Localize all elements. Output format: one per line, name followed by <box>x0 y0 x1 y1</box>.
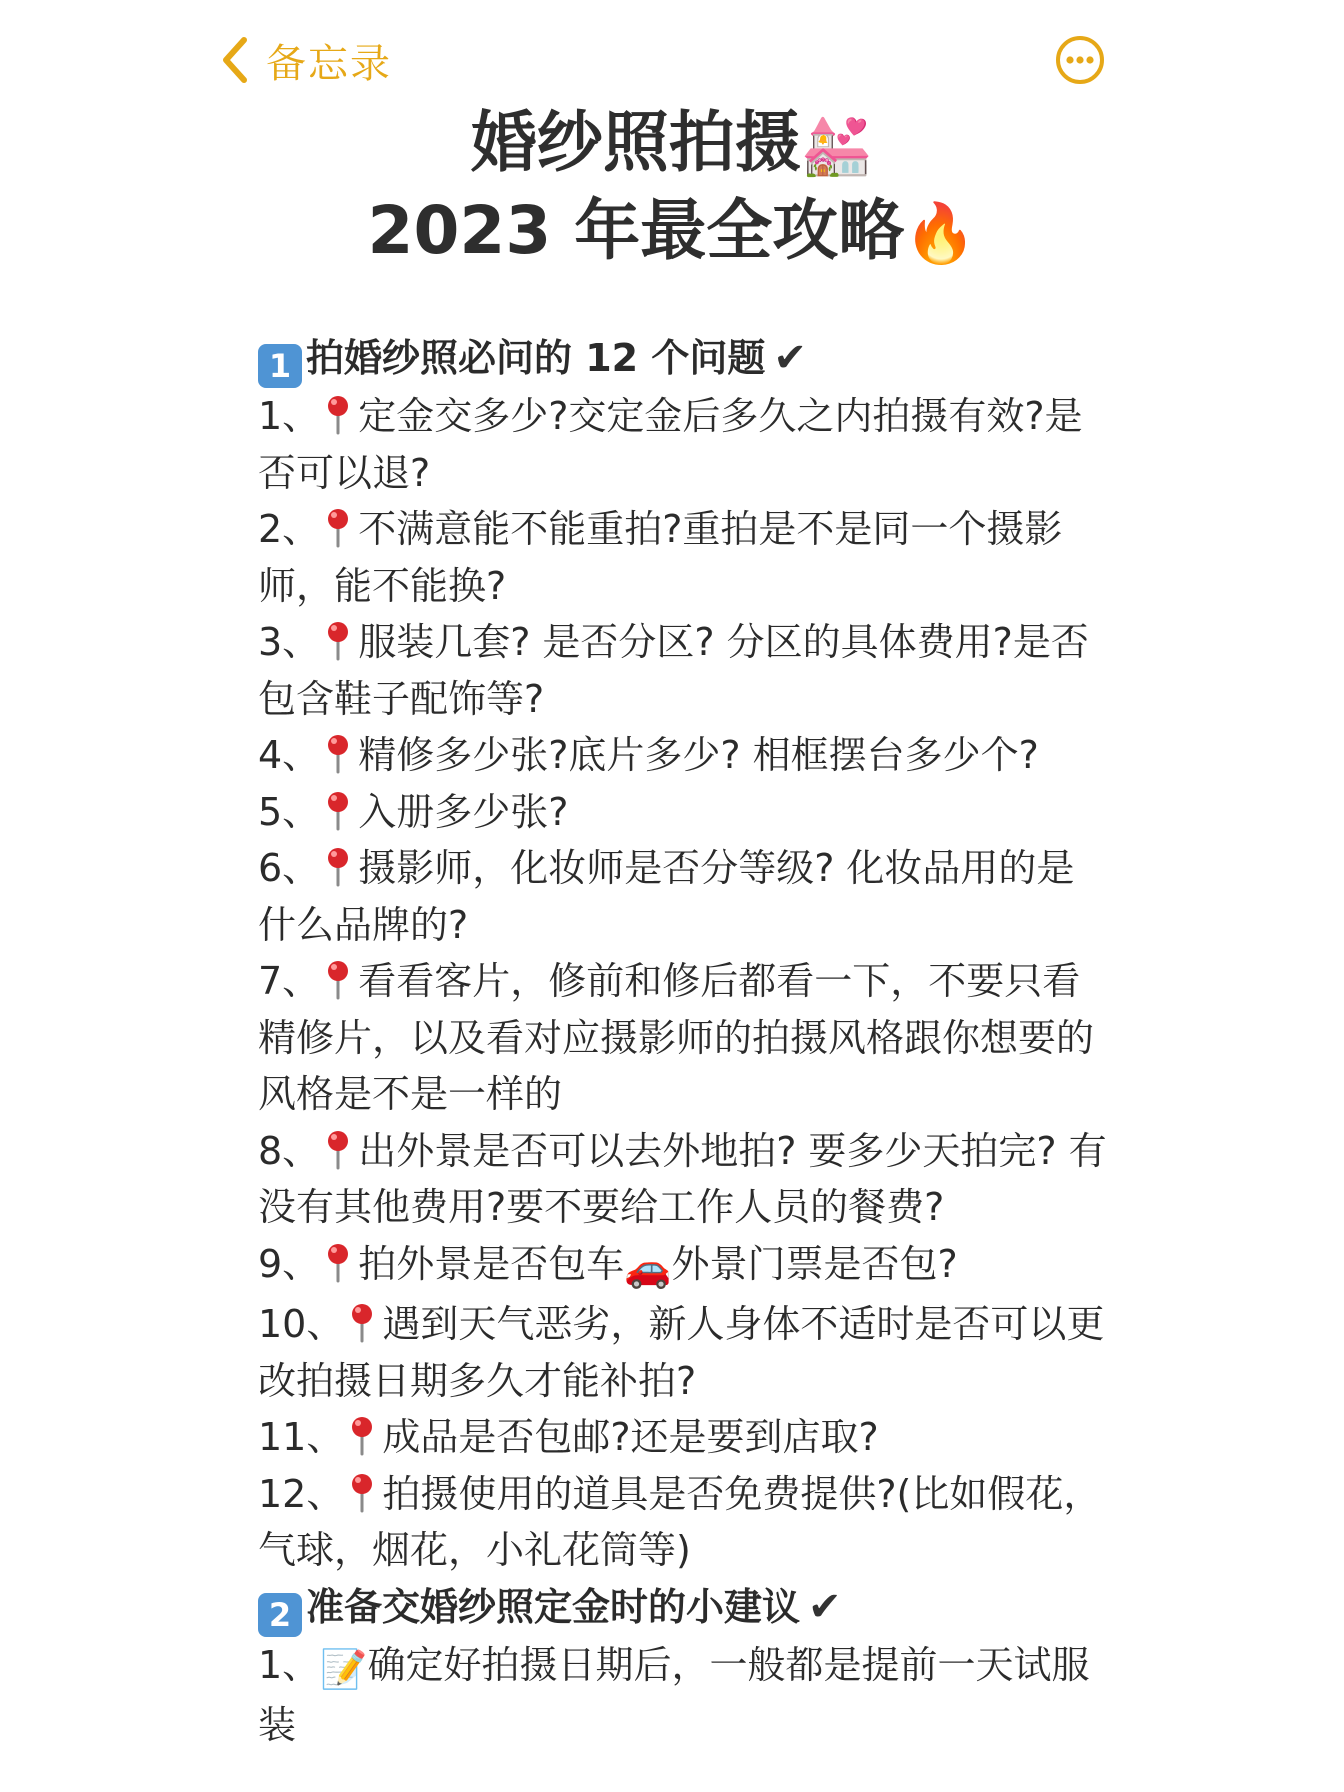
item-number: 3、 <box>258 620 321 664</box>
pushpin-icon <box>348 1302 376 1342</box>
back-label: 备忘录 <box>266 40 392 87</box>
note-body[interactable] <box>258 330 1108 1754</box>
list-item <box>258 784 1108 841</box>
wedding-chapel-icon: 💒 <box>800 111 874 179</box>
ellipsis-circle-icon <box>1054 71 1106 90</box>
pushpin-icon <box>324 790 352 830</box>
more-options-button[interactable] <box>1054 34 1106 86</box>
item-text: 定金交多少?交定金后多久之内拍摄有效?是否可以退? <box>258 394 1083 495</box>
list-item <box>258 388 1108 501</box>
section-heading-text: 准备交婚纱照定金时的小建议 <box>306 1584 801 1629</box>
check-mark-icon: ✔ <box>808 1583 842 1630</box>
item-number: 5、 <box>258 789 321 834</box>
section-heading-2 <box>258 1579 1108 1637</box>
pushpin-icon <box>324 507 352 547</box>
list-item <box>258 1466 1108 1579</box>
item-number: 8、 <box>258 1128 321 1173</box>
item-text: 看看客片，修前和修后都看一下，不要只看精修片，以及看对应摄影师的拍摄风格跟你想要的风格是不是一样的 <box>258 959 1095 1116</box>
title-text-2: 2023 年最全攻略 <box>367 192 905 269</box>
list-item <box>258 1637 1108 1754</box>
item-number: 6、 <box>258 846 321 890</box>
pushpin-icon <box>324 394 352 434</box>
list-item <box>258 1409 1108 1466</box>
item-text: 成品是否包邮?还是要到店取? <box>382 1415 879 1459</box>
pushpin-icon <box>348 1472 376 1512</box>
item-number: 11、 <box>258 1415 345 1459</box>
list-item <box>258 614 1108 727</box>
list-item <box>258 1296 1108 1409</box>
list-item <box>258 840 1108 953</box>
item-number: 10、 <box>258 1302 345 1346</box>
pushpin-icon <box>324 959 352 999</box>
check-mark-icon: ✔ <box>773 335 807 381</box>
pushpin-icon <box>324 620 352 660</box>
pushpin-icon <box>324 846 352 886</box>
pushpin-icon <box>348 1415 376 1455</box>
section-heading-1 <box>258 330 1108 388</box>
section-heading-text: 拍婚纱照必问的 12 个问题 <box>306 336 766 380</box>
item-text: 拍外景是否包车 <box>358 1241 625 1286</box>
item-text: 不满意能不能重拍?重拍是不是同一个摄影师，能不能换? <box>258 507 1063 608</box>
item-number: 1、 <box>258 394 321 438</box>
item-text: 摄影师，化妆师是否分等级? 化妆品用的是什么品牌的? <box>258 846 1075 947</box>
item-text-continued: 外景门票是否包? <box>671 1241 958 1286</box>
item-number: 9、 <box>258 1241 321 1286</box>
list-item <box>258 501 1108 614</box>
pushpin-icon <box>324 733 352 773</box>
item-text: 拍摄使用的道具是否免费提供?(比如假花，气球，烟花，小礼花筒等) <box>258 1471 1102 1572</box>
memo-icon: 📝 <box>320 1646 368 1691</box>
item-number: 4、 <box>258 733 321 777</box>
title-text-1: 婚纱照拍摄 <box>470 104 801 181</box>
keycap-1-icon: 1 <box>258 344 302 388</box>
list-item <box>258 1236 1108 1297</box>
item-number: 2、 <box>258 507 321 551</box>
item-number: 1、 <box>258 1642 321 1687</box>
item-number: 12、 <box>258 1471 345 1516</box>
item-text: 精修多少张?底片多少? 相框摆台多少个? <box>358 733 1039 777</box>
tips-list <box>258 1637 1108 1754</box>
title-line-2 <box>0 188 1344 276</box>
item-text: 出外景是否可以去外地拍? 要多少天拍完? 有没有其他费用?要不要给工作人员的餐费? <box>258 1128 1107 1229</box>
item-number: 7、 <box>258 959 321 1003</box>
note-title <box>0 100 1344 276</box>
item-text: 入册多少张? <box>358 789 569 834</box>
item-text: 服装几套? 是否分区? 分区的具体费用?是否包含鞋子配饰等? <box>258 620 1089 721</box>
list-item <box>258 1123 1108 1236</box>
fire-icon: 🔥 <box>904 199 977 267</box>
list-item <box>258 727 1108 784</box>
car-icon: 🚗 <box>624 1245 672 1290</box>
list-item <box>258 953 1108 1123</box>
pushpin-icon <box>324 1242 352 1282</box>
item-text: 确定好拍摄日期后，一般都是提前一天试服装 <box>258 1642 1090 1747</box>
question-list <box>258 388 1108 1579</box>
item-text: 遇到天气恶劣，新人身体不适时是否可以更改拍摄日期多久才能补拍? <box>258 1302 1105 1403</box>
pushpin-icon <box>324 1129 352 1169</box>
keycap-2-icon: 2 <box>258 1593 302 1637</box>
back-button[interactable] <box>220 30 392 90</box>
chevron-left-icon <box>220 30 254 90</box>
title-line-1 <box>0 100 1344 188</box>
